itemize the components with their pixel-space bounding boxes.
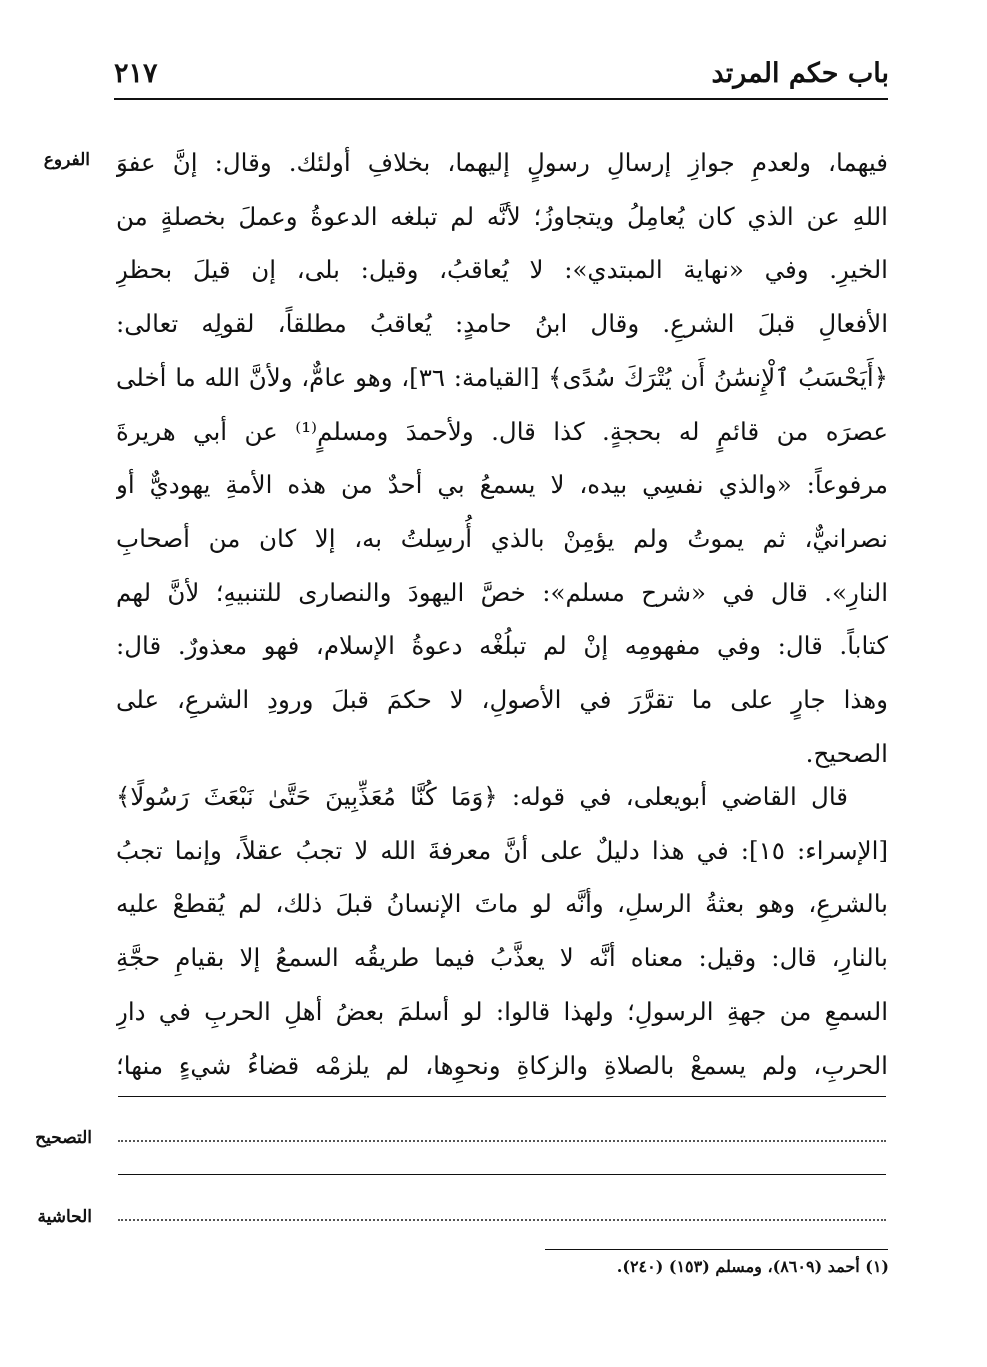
text-line: نصرانيٌّ، ثم يموتُ ولم يؤمِنْ بالذي أُرسِلتُ به، إلا كان من أصحابِ <box>116 523 888 553</box>
footnote-rule <box>545 1249 888 1250</box>
text-line: مرفوعاً: «والذي نفسِي بيده، لا يسمعُ بي أحدٌ من هذه الأمةِ يهوديٌّ أو <box>116 470 888 500</box>
footnote: (١) أحمد (٨٦٠٩)، ومسلم (١٥٣) (٢٤٠). <box>616 1257 889 1276</box>
text-line: فيهما، ولعدمِ جوازِ إرسالِ رسولٍ إليهما، بخلافِ أولئك. وقال: إنَّ عفوَ <box>116 148 888 177</box>
margin-label-tashih: التصحيح <box>35 1128 92 1148</box>
tashih-dotted-line <box>118 1140 886 1142</box>
text-line: الحربِ، ولم يسمعْ بالصلاةِ والزكاةِ ونحوِها، لم يلزمْه قضاءُ شيءٍ منها؛ <box>116 1050 888 1080</box>
text-line: قال القاضي أبويعلى، في قوله: ﴿وَمَا كُنَّا مُعَذِّبِينَ حَتَّىٰ نَبْعَثَ رَسُولًا﴾ <box>116 782 848 811</box>
text-line: اللهِ عن الذي كان يُعامِلُ ويتجاوزُ؛ لأنَّه لم تبلغه الدعوةُ وعملَ بخصلةٍ من <box>116 201 888 231</box>
section-divider-top <box>118 1096 886 1097</box>
text-line: عصرَه من قائمٍ له بحجةٍ. كذا قال. ولأحمدَ ومسلمٍ⁽¹⁾ عن أبي هريرةَ <box>116 416 888 446</box>
margin-label-furu: الفروع <box>43 150 90 170</box>
text-line: الصحيح. <box>805 738 888 768</box>
hashiya-dotted-line <box>118 1219 886 1221</box>
text-line: بالشرعِ، وهو بعثةُ الرسلِ، وأنَّه لو ماتَ الإنسانُ قبلَ ذلك، لم يُقطعْ عليه <box>116 889 888 919</box>
margin-label-hashiya: الحاشية <box>37 1207 92 1227</box>
main-paragraph-2 <box>116 770 888 1092</box>
text-line: الأفعالِ قبلَ الشرعِ. وقال ابنُ حامدٍ: يُعاقبُ مطلقاً، لقولِه تعالى: <box>116 309 888 339</box>
text-line: السمعِ من جهةِ الرسولِ؛ ولهذا قالوا: لو أسلمَ بعضُ أهلِ الحربِ في دارِ <box>116 996 888 1026</box>
text-line: كتاباً. قال: وفي مفهومِه إنْ لم تبلُغْه دعوةُ الإسلام، فهو معذورٌ. قال: <box>116 631 888 661</box>
text-line: بالنارِ، قال: وقيل: معناه أنَّه لا يعذَّبُ فيما طريقُه السمعُ إلا بقيامِ حجَّةِ <box>116 943 888 973</box>
main-paragraph-1 <box>116 136 888 780</box>
header-rule <box>114 98 888 100</box>
text-line: وهذا جارٍ على ما تقرَّرَ في الأصولِ، لا حكمَ قبلَ ورودِ الشرعِ، على <box>116 685 888 715</box>
running-header-title: باب حكم المرتد <box>711 58 889 89</box>
text-line: الخيرِ. وفي «نهاية المبتدي»: لا يُعاقبُ، وقيل: بلى، إن قيلَ بحظرِ <box>116 255 888 285</box>
text-line: [الإسراء: ١٥]: في هذا دليلٌ على أنَّ معرفةَ الله لا تجبُ عقلاً، وإنما تجبُ <box>116 835 888 865</box>
text-line: ﴿أَيَحْسَبُ ٱلْإِنسَٰنُ أَن يُتْرَكَ سُدًى﴾ [القيامة: ٣٦]، وهو عامٌّ، ولأنَّ الله ما أخلى <box>116 362 888 392</box>
text-line: النارِ». قال في «شرح مسلم»: خصَّ اليهودَ والنصارى للتنبيهِ؛ لأنَّ لهم <box>116 577 888 607</box>
page-number: ٢١٧ <box>114 58 158 89</box>
section-divider-middle <box>118 1174 886 1175</box>
